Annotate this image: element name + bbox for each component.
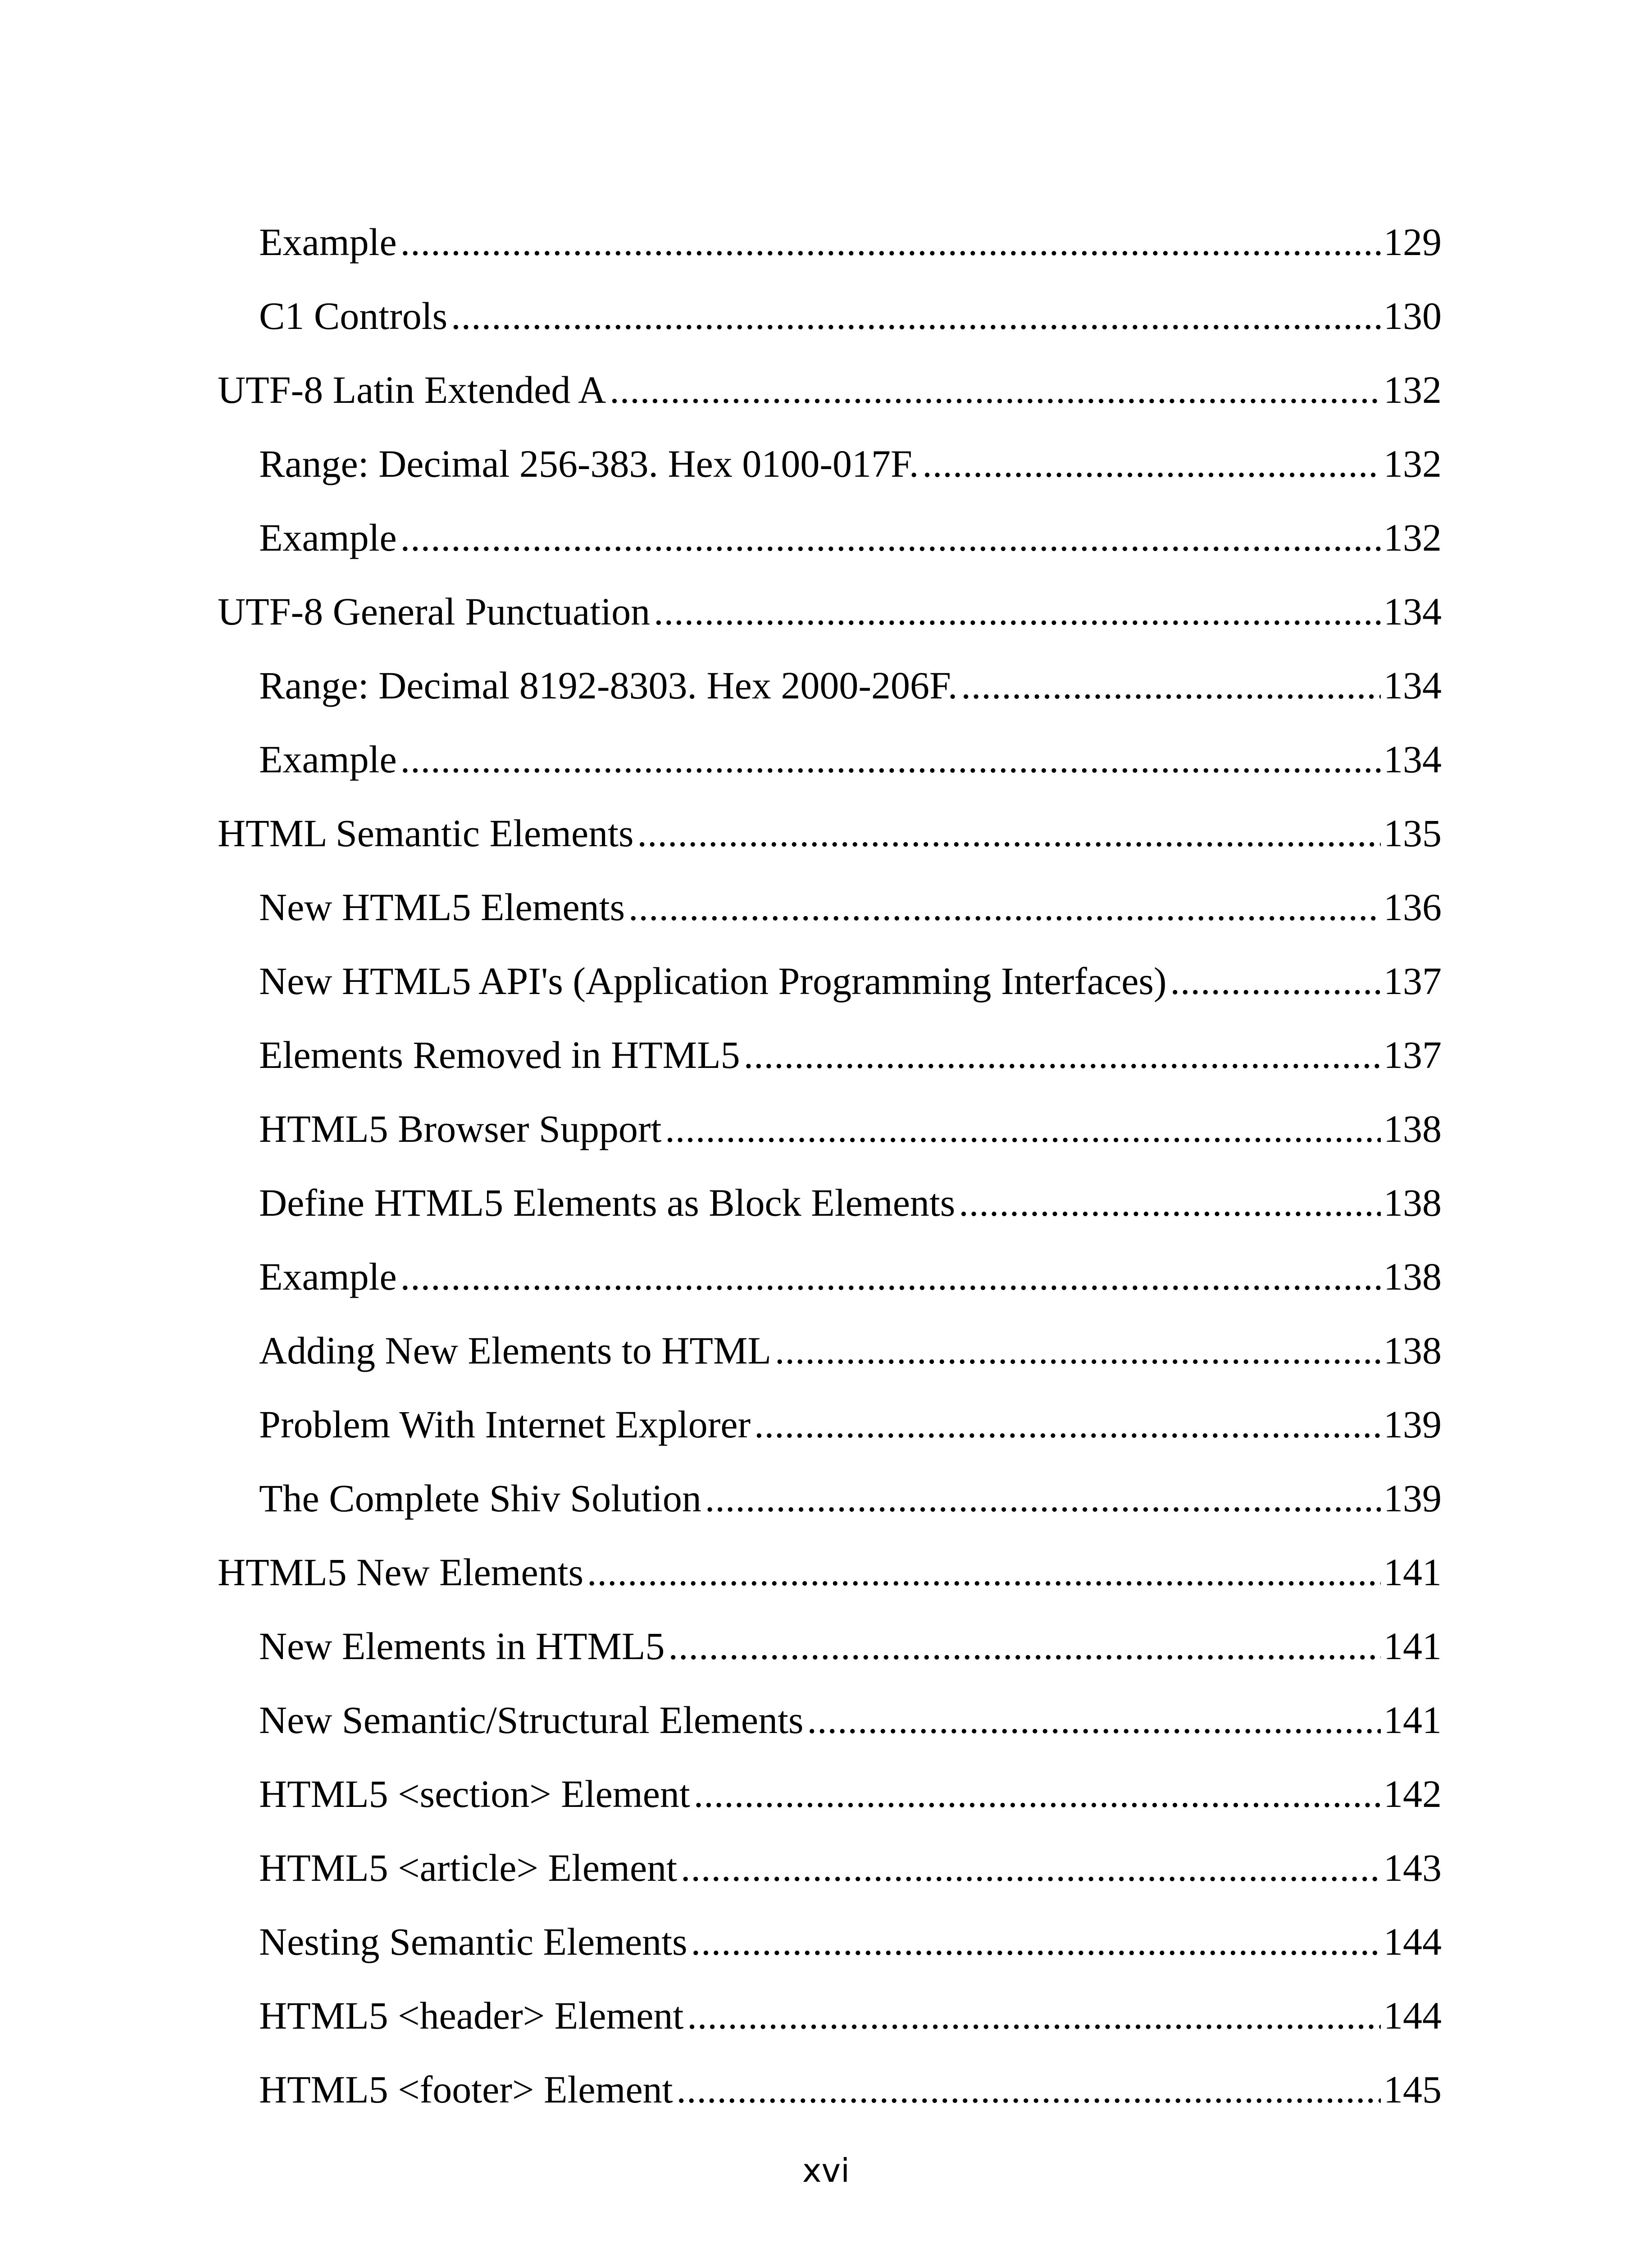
- toc-entry[interactable]: [218, 1092, 1442, 1166]
- toc-entry-page: 132: [1383, 442, 1442, 485]
- toc-dot-leader: [400, 1257, 1381, 1296]
- toc-entry-title: UTF-8 General Punctuation: [218, 590, 651, 633]
- toc-entry[interactable]: [218, 1905, 1442, 1979]
- toc-entry-title: HTML5 <footer> Element: [259, 2068, 673, 2111]
- toc-dot-leader: [1170, 962, 1381, 1000]
- toc-dot-leader: [451, 296, 1381, 335]
- toc-dot-leader: [922, 444, 1381, 483]
- toc-entry[interactable]: [218, 1461, 1442, 1535]
- toc-entry-title: Define HTML5 Elements as Block Elements: [259, 1181, 956, 1224]
- toc-entry-title: UTF-8 Latin Extended A: [218, 368, 606, 411]
- toc-entry[interactable]: [218, 870, 1442, 944]
- toc-entry-page: 134: [1383, 664, 1442, 707]
- toc-entry-page: 136: [1383, 885, 1442, 929]
- toc-entry-title: Range: Decimal 8192-8303. Hex 2000-206F.: [259, 664, 958, 707]
- toc-entry-title: HTML Semantic Elements: [218, 812, 634, 855]
- toc-dot-leader: [400, 518, 1381, 557]
- toc-entry[interactable]: [218, 353, 1442, 427]
- toc-entry[interactable]: [218, 1979, 1442, 2052]
- toc-entry[interactable]: [218, 1387, 1442, 1461]
- toc-entry-page: 134: [1383, 738, 1442, 781]
- toc-entry-title: The Complete Shiv Solution: [259, 1477, 701, 1520]
- toc-entry[interactable]: [218, 205, 1442, 279]
- toc-entry-title: HTML5 New Elements: [218, 1551, 584, 1594]
- toc-entry-title: Problem With Internet Explorer: [259, 1403, 751, 1446]
- toc-entry-title: C1 Controls: [259, 294, 448, 337]
- toc-entry-page: 139: [1383, 1477, 1442, 1520]
- page-number: xvi: [802, 2152, 850, 2189]
- toc-entry-page: 144: [1383, 1920, 1442, 1963]
- toc-entry-page: 138: [1383, 1255, 1442, 1298]
- toc-entry[interactable]: [218, 501, 1442, 575]
- toc-dot-leader: [677, 2070, 1381, 2109]
- toc-entry[interactable]: [218, 279, 1442, 353]
- table-of-contents: [218, 205, 1442, 2126]
- toc-entry-page: 137: [1383, 1033, 1442, 1076]
- toc-entry-page: 144: [1383, 1994, 1442, 2037]
- toc-entry-title: New HTML5 API's (Application Programming Interfaces): [259, 959, 1167, 1003]
- toc-entry[interactable]: [218, 1018, 1442, 1092]
- toc-entry-page: 138: [1383, 1107, 1442, 1150]
- toc-entry-page: 134: [1383, 590, 1442, 633]
- toc-entry-page: 145: [1383, 2068, 1442, 2111]
- toc-dot-leader: [961, 666, 1381, 705]
- toc-dot-leader: [705, 1479, 1381, 1518]
- toc-dot-leader: [637, 814, 1381, 853]
- toc-entry-page: 139: [1383, 1403, 1442, 1446]
- toc-entry-title: New Elements in HTML5: [259, 1624, 665, 1668]
- toc-dot-leader: [628, 888, 1381, 926]
- toc-entry-title: HTML5 <header> Element: [259, 1994, 684, 2037]
- toc-entry-page: 141: [1383, 1551, 1442, 1594]
- toc-entry-page: 132: [1383, 368, 1442, 411]
- toc-entry-page: 142: [1383, 1772, 1442, 1815]
- toc-entry[interactable]: [218, 1831, 1442, 1905]
- toc-entry[interactable]: [218, 1313, 1442, 1387]
- toc-entry[interactable]: [218, 1240, 1442, 1313]
- toc-dot-leader: [744, 1035, 1381, 1074]
- toc-entry[interactable]: [218, 575, 1442, 648]
- toc-entry[interactable]: [218, 1609, 1442, 1683]
- toc-dot-leader: [400, 223, 1381, 261]
- toc-entry-title: Elements Removed in HTML5: [259, 1033, 740, 1076]
- toc-entry-title: HTML5 Browser Support: [259, 1107, 662, 1150]
- toc-entry[interactable]: [218, 427, 1442, 501]
- toc-entry-title: New HTML5 Elements: [259, 885, 625, 929]
- toc-dot-leader: [959, 1183, 1381, 1222]
- toc-dot-leader: [681, 1848, 1381, 1887]
- toc-entry-page: 137: [1383, 959, 1442, 1003]
- toc-dot-leader: [400, 740, 1381, 779]
- toc-entry[interactable]: [218, 722, 1442, 796]
- toc-entry[interactable]: [218, 944, 1442, 1018]
- toc-entry[interactable]: [218, 2052, 1442, 2126]
- toc-entry-title: HTML5 <article> Element: [259, 1846, 678, 1889]
- toc-dot-leader: [694, 1774, 1381, 1813]
- toc-entry[interactable]: [218, 796, 1442, 870]
- toc-entry-title: Example: [259, 220, 397, 264]
- toc-entry-title: Example: [259, 516, 397, 559]
- toc-entry-page: 143: [1383, 1846, 1442, 1889]
- toc-dot-leader: [687, 1996, 1381, 2035]
- toc-entry-title: Adding New Elements to HTML: [259, 1329, 771, 1372]
- toc-entry-page: 141: [1383, 1698, 1442, 1742]
- toc-entry-title: Nesting Semantic Elements: [259, 1920, 687, 1963]
- toc-entry-page: 138: [1383, 1329, 1442, 1372]
- toc-entry-page: 141: [1383, 1624, 1442, 1668]
- toc-dot-leader: [587, 1553, 1381, 1592]
- toc-entry[interactable]: [218, 1535, 1442, 1609]
- toc-entry[interactable]: [218, 1166, 1442, 1240]
- toc-entry-page: 138: [1383, 1181, 1442, 1224]
- toc-dot-leader: [807, 1701, 1381, 1739]
- toc-entry-title: HTML5 <section> Element: [259, 1772, 690, 1815]
- toc-entry-page: 130: [1383, 294, 1442, 337]
- toc-dot-leader: [775, 1331, 1381, 1370]
- toc-entry-title: Example: [259, 738, 397, 781]
- toc-entry-page: 135: [1383, 812, 1442, 855]
- toc-dot-leader: [610, 370, 1381, 409]
- toc-dot-leader: [654, 592, 1381, 631]
- toc-dot-leader: [691, 1922, 1381, 1961]
- toc-entry-title: Range: Decimal 256-383. Hex 0100-017F.: [259, 442, 919, 485]
- toc-entry[interactable]: [218, 1683, 1442, 1757]
- toc-entry-page: 132: [1383, 516, 1442, 559]
- toc-dot-leader: [665, 1109, 1381, 1148]
- toc-entry[interactable]: [218, 1757, 1442, 1831]
- toc-entry-title: Example: [259, 1255, 397, 1298]
- toc-entry[interactable]: [218, 648, 1442, 722]
- toc-entry-title: New Semantic/Structural Elements: [259, 1698, 804, 1742]
- toc-entry-page: 129: [1383, 220, 1442, 264]
- toc-dot-leader: [754, 1405, 1381, 1444]
- toc-dot-leader: [668, 1627, 1381, 1665]
